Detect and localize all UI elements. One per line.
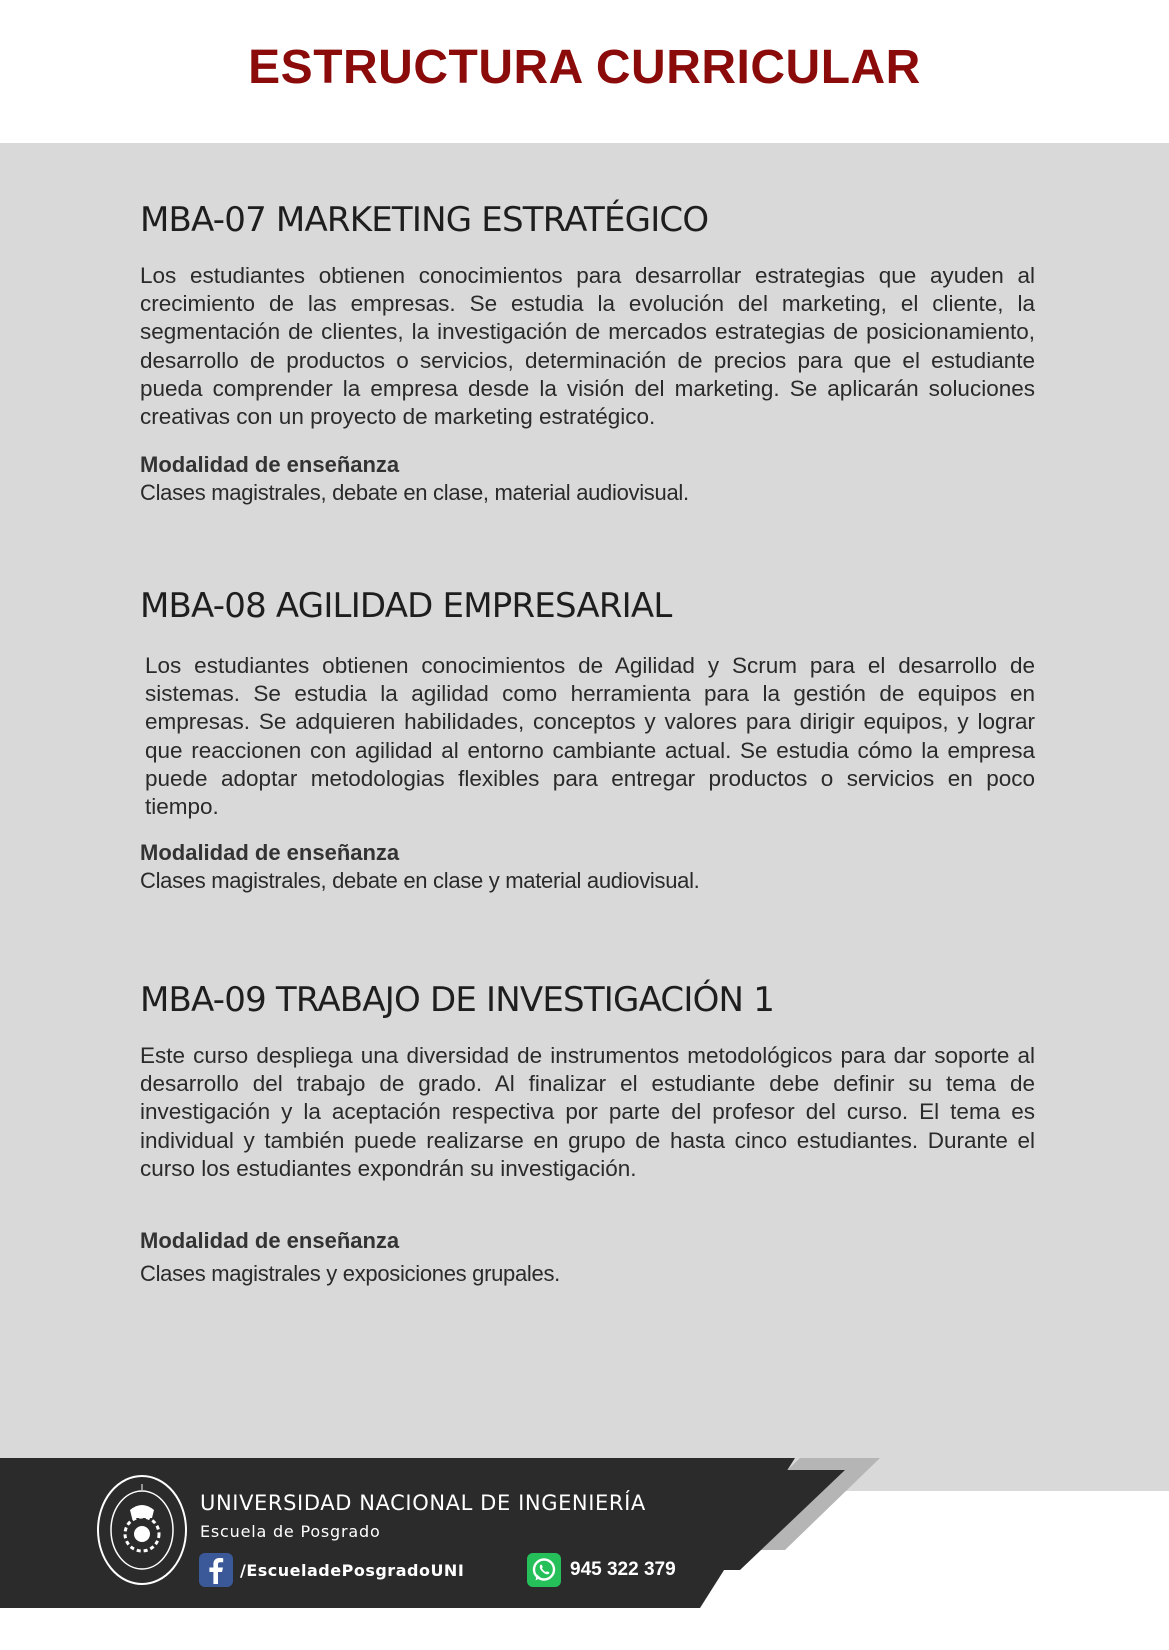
modality-text: Clases magistrales y exposiciones grupales. [140, 1261, 560, 1287]
facebook-icon[interactable] [199, 1553, 233, 1587]
course-description: Este curso despliega una diversidad de instrumentos metodológicos para dar soporte al desarrollo del trabajo de grado. Al finalizar el estudiante debe definir su tema de investigación y la aceptación respectiva por parte del profesor del curso. El tema es individual y también puede realizarse en grupo de hasta cinco estudiantes. Durante el curso los estudiantes expondrán su investigación. [140, 1043, 1035, 1181]
footer [0, 1458, 1169, 1608]
university-name: UNIVERSIDAD NACIONAL DE INGENIERÍA [200, 1491, 646, 1515]
whatsapp-number[interactable]: 945 322 379 [570, 1559, 676, 1580]
course-mba-08 [140, 586, 1035, 894]
course-mba-09 [140, 980, 1035, 1287]
facebook-handle[interactable]: /EscueladePosgradoUNI [240, 1561, 465, 1580]
course-mba-07 [140, 200, 1035, 506]
school-name: Escuela de Posgrado [200, 1522, 381, 1541]
university-seal-icon [96, 1474, 188, 1586]
modality-text: Clases magistrales, debate en clase, material audiovisual. [140, 480, 689, 506]
modality-text: Clases magistrales, debate en clase y material audiovisual. [140, 868, 700, 894]
page-title: ESTRUCTURA CURRICULAR [248, 41, 921, 94]
modality-label: Modalidad de enseñanza [140, 1228, 400, 1254]
modality-label: Modalidad de enseñanza [140, 452, 400, 478]
modality-label: Modalidad de enseñanza [140, 840, 400, 866]
course-title: MBA-09 TRABAJO DE INVESTIGACIÓN 1 [140, 980, 775, 1020]
course-title: MBA-07 MARKETING ESTRATÉGICO [140, 200, 709, 240]
course-description: Los estudiantes obtienen conocimientos para desarrollar estrategias que ayuden al crecimiento de las empresas. Se estudia la evolución del marketing, el cliente, la segmentación de clientes, la investigación de mercados estrategias de posicionamiento, desarrollo de productos o servicios, determinación de precios para que el estudiante pueda comprender la empresa desde la visión del marketing. Se aplicarán soluciones creativas con un proyecto de marketing estratégico. [140, 263, 1035, 430]
whatsapp-icon[interactable] [527, 1553, 561, 1587]
course-description: Los estudiantes obtienen conocimientos de Agilidad y Scrum para el desarrollo de sistemas. Se estudia la agilidad como herramienta para la gestión de equipos en empresas. Se adquieren habilidades, conceptos y valores para dirigir equipos, y lograr que reaccionen con agilidad al entorno cambiante actual. Se estudia cómo la empresa puede adoptar metodologias flexibles para entregar productos o servicios en poco tiempo. [145, 653, 1035, 820]
course-title: MBA-08 AGILIDAD EMPRESARIAL [140, 586, 672, 626]
